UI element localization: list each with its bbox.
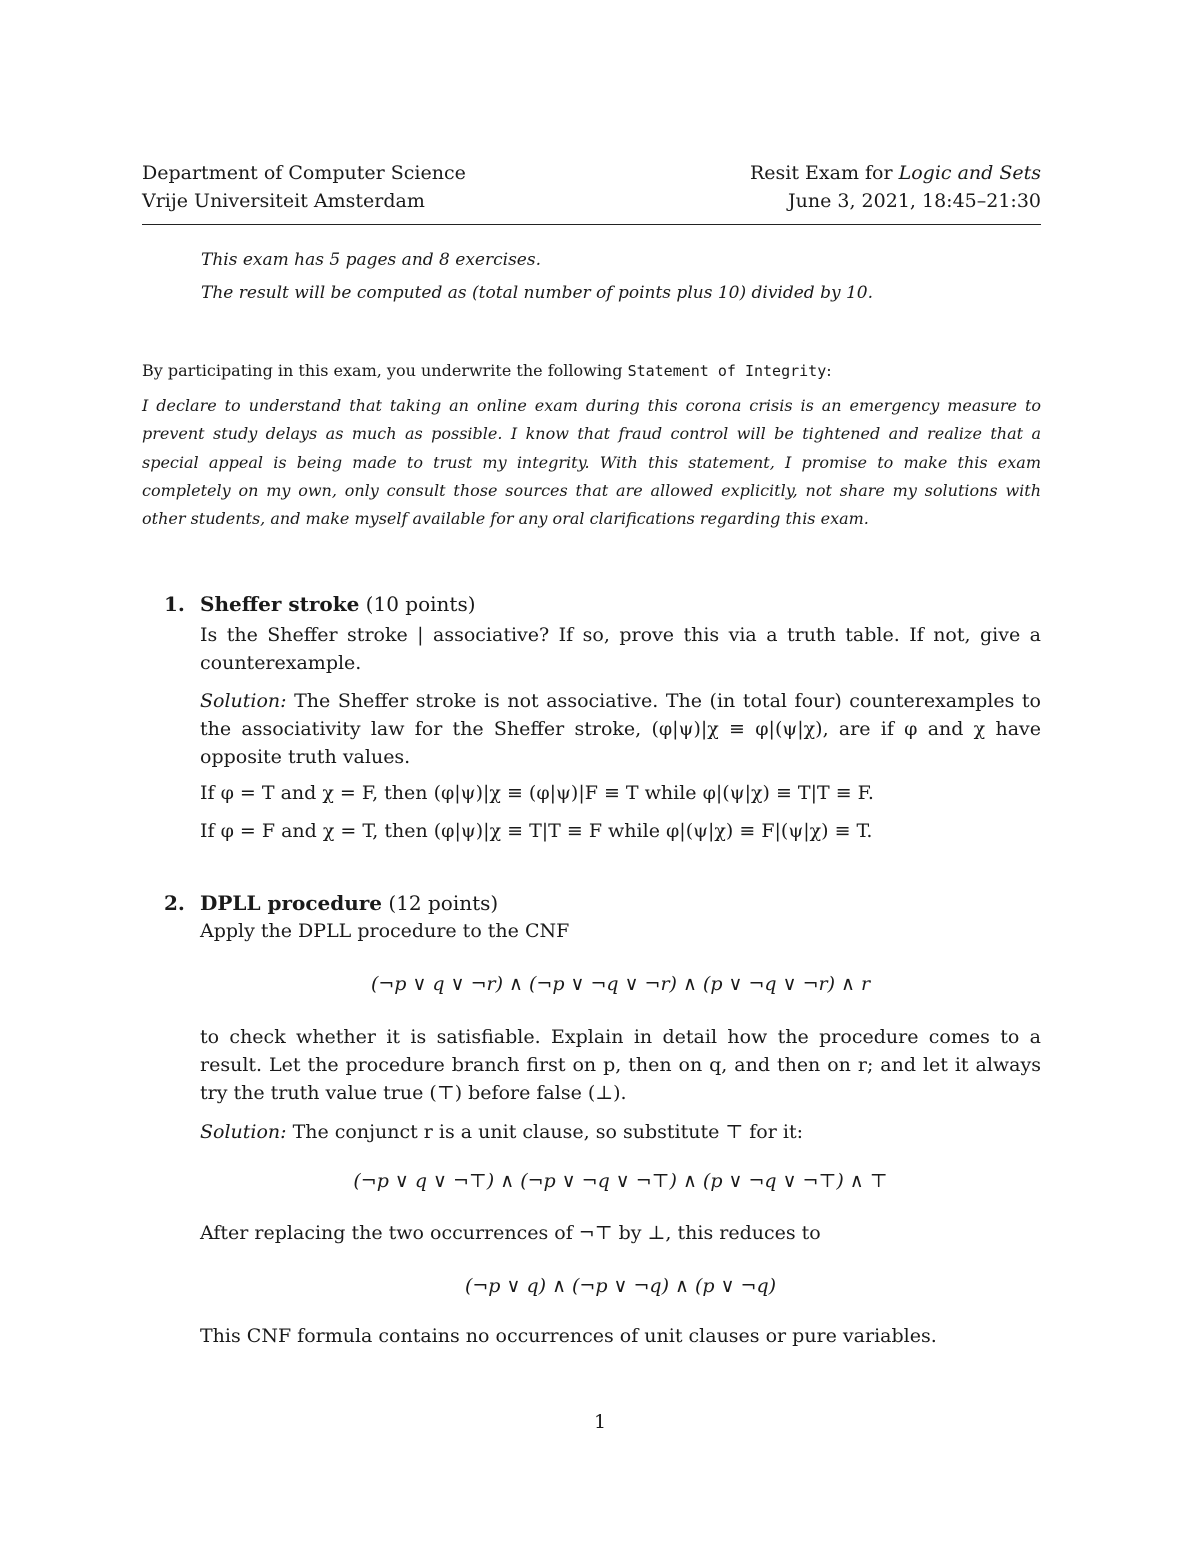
- exercise-2-title: 2. DPLL procedure (12 points): [164, 891, 499, 915]
- integrity-statement: I declare to understand that taking an online exam during this corona crisis is an emergency measure to prevent study delays as much as possible. I know that fraud control will be tightened and realize that a special appeal is being made to trust my integrity. With this statement, I promise to make this exam completely on my own, only consult those sources that are allowed explicitly, not share my solutions with other students, and make myself available for any oral clarifications regarding this exam.: [142, 396, 1041, 529]
- header-rule: [142, 224, 1041, 225]
- header-row-1: [142, 162, 1041, 184]
- department: Department of Computer Science: [142, 162, 466, 184]
- exam-title: Resit Exam for Logic and Sets: [749, 162, 1041, 184]
- header-row-2: [142, 190, 1041, 212]
- intro-pages: This exam has 5 pages and 8 exercises.: [201, 250, 541, 270]
- intro-grading: The result will be computed as (total number of points plus 10) divided by 10.: [201, 283, 874, 303]
- exercise-2-after: After replacing the two occurrences of ¬⊤ by ⊥, this reduces to: [200, 1222, 821, 1244]
- formula-substituted: (¬p ∨ q ∨ ¬⊤) ∧ (¬p ∨ ¬q ∨ ¬⊤) ∧ (p ∨ ¬q ∨ ¬⊤) ∧ ⊤: [353, 1170, 888, 1192]
- integrity-label: Statement of Integrity: [627, 362, 827, 380]
- exercise-2-intro: Apply the DPLL procedure to the CNF: [200, 920, 570, 942]
- exam-date: June 3, 2021, 18:45–21:30: [788, 190, 1041, 212]
- exercise-1-solution: Solution: The Sheffer stroke is not associative. The (in total four) counterexamples to the associativity law for the Sheffer stroke, (φ|ψ)|χ ≡ φ|(ψ|χ), are if φ and χ have opposite truth values.: [200, 690, 1041, 768]
- course-name: Logic and Sets: [898, 162, 1041, 184]
- exercise-1-case-2: If φ = F and χ = T, then (φ|ψ)|χ ≡ T|T ≡ F while φ|(ψ|χ) ≡ F|(ψ|χ) ≡ T.: [200, 820, 873, 842]
- exercise-1-case-1: If φ = T and χ = F, then (φ|ψ)|χ ≡ (φ|ψ)|F ≡ T while φ|(ψ|χ) ≡ T|T ≡ F.: [200, 782, 874, 804]
- exercise-1-question: Is the Sheffer stroke | associative? If so, prove this via a truth table. If not, give a counterexample.: [200, 624, 1041, 674]
- exercise-2-closing: This CNF formula contains no occurrences of unit clauses or pure variables.: [200, 1325, 937, 1347]
- page-number: 1: [593, 1411, 607, 1433]
- exercise-1-title: 1. Sheffer stroke (10 points): [164, 592, 476, 616]
- university: Vrije Universiteit Amsterdam: [142, 190, 425, 212]
- exercise-2-question: to check whether it is satisfiable. Explain in detail how the procedure comes to a result. Let the procedure branch first on p, then on q, and then on r; and let it always try the truth value true (⊤) before false (⊥).: [200, 1026, 1041, 1104]
- integrity-heading: By participating in this exam, you underwrite the following Statement of Integrity:: [142, 361, 832, 380]
- formula-reduced: (¬p ∨ q) ∧ (¬p ∨ ¬q) ∧ (p ∨ ¬q): [464, 1275, 777, 1297]
- exercise-2-solution: Solution: The conjunct r is a unit clause, so substitute ⊤ for it:: [200, 1121, 803, 1143]
- formula-cnf: (¬p ∨ q ∨ ¬r) ∧ (¬p ∨ ¬q ∨ ¬r) ∧ (p ∨ ¬q ∨ ¬r) ∧ r: [370, 973, 871, 995]
